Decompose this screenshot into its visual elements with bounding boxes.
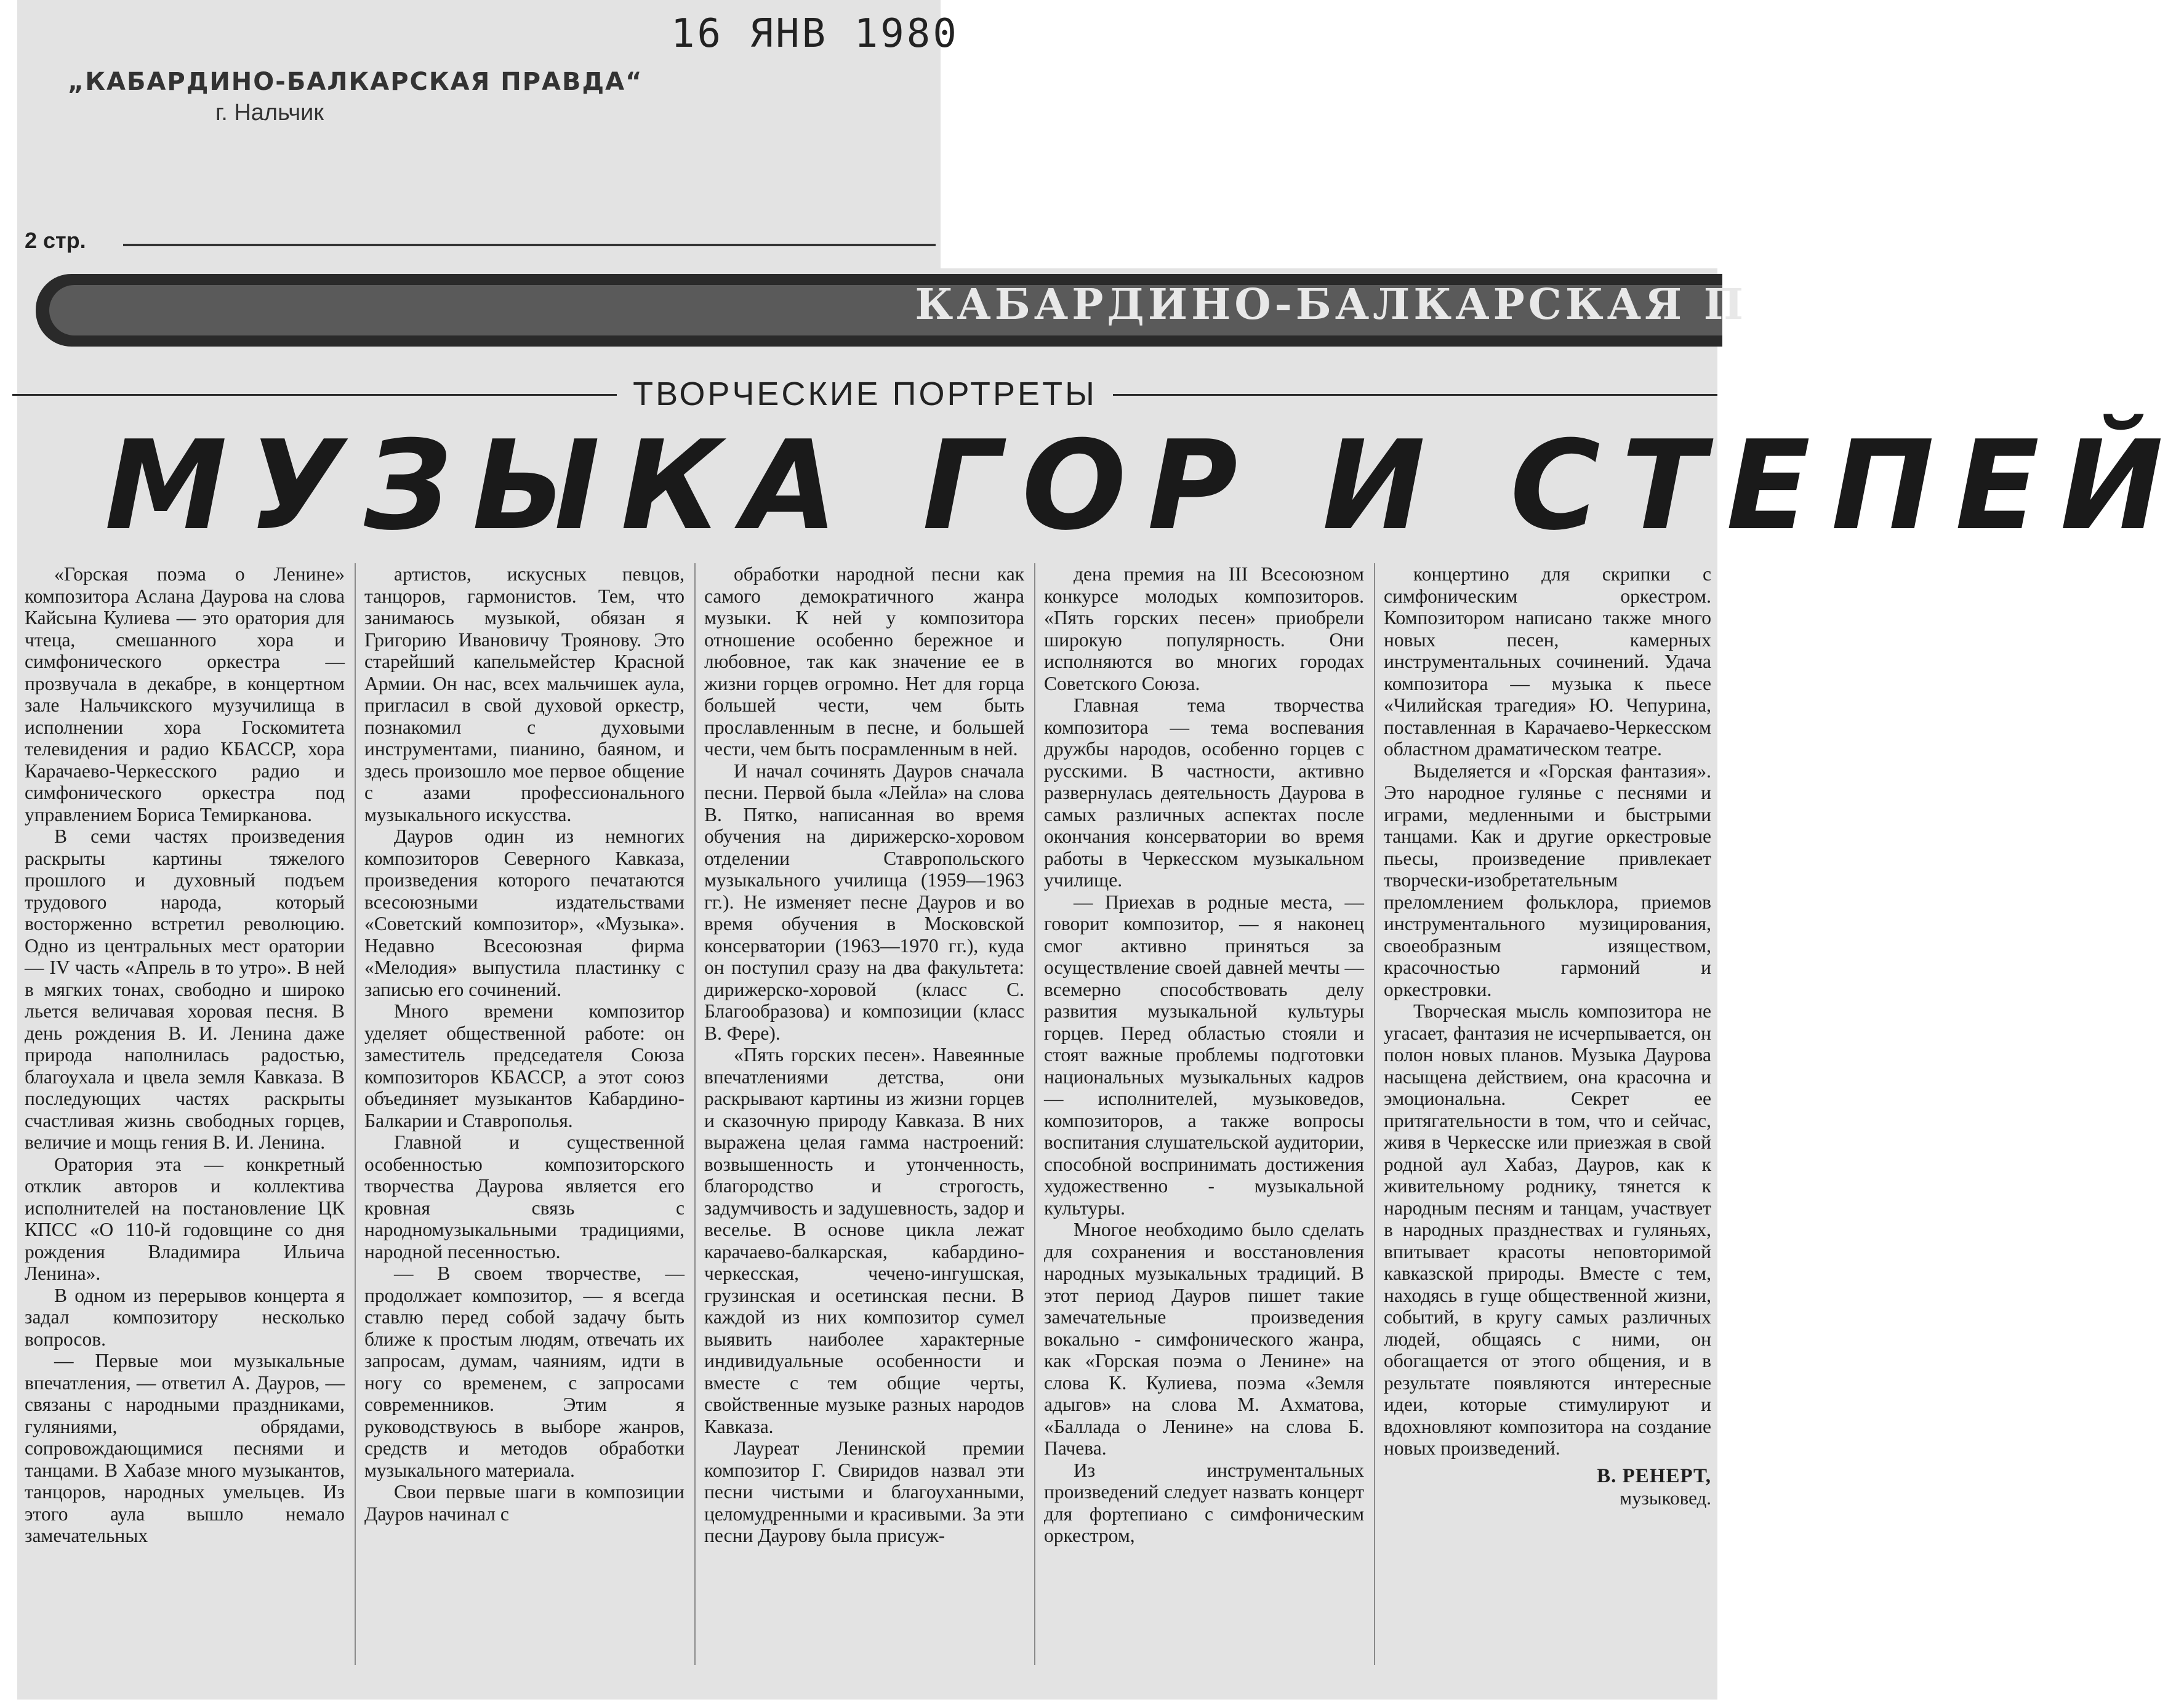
newspaper-masthead xyxy=(36,274,1747,347)
article-paragraph: Главная тема творчества композитора — тема воспевания дружбы народов, особенно горцев с русскими. В частности, активно развернулась деятельность Даурова в самых различных аспектах после окончания консерватории во время работы в Черкесском музыкальном училище. xyxy=(1044,694,1364,891)
article-paragraph: обработки народной песни как самого демократичного жанра музыки. К ней у композитора отношение особенно бережное и любовное, так как значение ее в жизни горцев огромно. Нет для горца большей чести, чем быть прославленным в песне, и большей чести, чем быть посрамленным в ней. xyxy=(704,563,1024,760)
article-paragraph: Творческая мысль композитора не угасает, фантазия не исчерпывается, он полон новых планов. Музыка Даурова насыщена действием, она красочна и эмоциональна. Секрет ее притягательности в том, что и сейчас, живя в Черкесске или приезжая в свой родной аул Хабаз, Дауров, как к живительному роднику, тянется к народным песням и танцам, участвует в народных празднествах и гуляньях, впитывает красоты неповторимой кавказской природы. Вместе с тем, находясь в гуще общественной жизни, событий, в кругу самых различных людей, общаясь с ними, он обогащается от этого общения, и в результате появляются интересные идеи, которые стимулируют и вдохновляют композитора на создание новых произведений. xyxy=(1384,1000,1711,1459)
column-divider xyxy=(1034,563,1035,1665)
author-name: В. РЕНЕРТ, xyxy=(1597,1464,1711,1487)
article-paragraph: В одном из перерывов концерта я задал композитору несколько вопросов. xyxy=(25,1284,345,1350)
source-city: г. Нальчик xyxy=(215,100,324,126)
article-column-1 xyxy=(25,563,345,1665)
article-paragraph: — Приехав в родные места, — говорит композитор, — я наконец смог активно приняться за осуществление своей давней мечты — всемерно способствовать делу развития музыкальной культуры горцев. Перед областью стояли и стоят важные проблемы подготовки национальных музыкальных кадров — исполнителей, музыковедов, композиторов, а также вопросы воспитания слушательской аудитории, способной воспринимать достижения художественно - музыкальной культуры. xyxy=(1044,891,1364,1219)
date-stamp: 16 ЯНВ 1980 xyxy=(671,11,959,57)
masthead-title: КАБАРДИНО-БАЛКАРСКАЯ П xyxy=(915,280,1747,329)
article-paragraph: Дауров один из немногих композиторов Северного Кавказа, произведения которого печатаются всесоюзными издательствами «Советский композитор», «Музыка». Недавно Всесоюзная фирма «Мелодия» выпустила пластинку с записью его сочинений. xyxy=(364,825,685,1000)
column-divider xyxy=(355,563,356,1665)
article-paragraph: дена премия на III Всесоюзном конкурсе молодых композиторов. «Пять горских песен» приобрели широкую популярность. Они исполняются во многих городах Советского Союза. xyxy=(1044,563,1364,694)
article-paragraph: «Горская поэма о Ленине» композитора Аслана Даурова на слова Кайсына Кулиева — это оратория для чтеца, смешанного хора и симфонического оркестра — прозвучала в декабре, в концертном зале Нальчикского музучилища в исполнении хора Госкомитета телевидения и радио КБАССР, хора Карачаево-Черкесского радио и симфонического оркестра под управлением Бориса Темирканова. xyxy=(25,563,345,825)
author-role: музыковед. xyxy=(1620,1487,1711,1509)
article-column-5 xyxy=(1384,563,1711,1665)
article-body xyxy=(25,563,1717,1665)
article-paragraph: — В своем творчестве, — продолжает композитор, — я всегда ставлю перед собой задачу быть ближе к простым людям, отвечать их запросам, думам, чаяниям, идти в ногу со временем, с запросами современников. Этим я руководствуюсь в выборе жанров, средств и методов обработки музыкального материала. xyxy=(364,1262,685,1481)
article-paragraph: концертино для скрипки с симфоническим оркестром. Композитором написано также много новых песен, камерных инструментальных сочинений. Удача композитора — музыка к пьесе «Чилийская трагедия» Ю. Чепурина, поставленная в Карачаево-Черкесском областном драматическом театре. xyxy=(1384,563,1711,760)
article-paragraph: И начал сочинять Дауров сначала песни. Первой была «Лейла» на слова В. Пятко, написанная во время обучения на дирижерско-хоровом отделении Ставропольского музыкального училища (1959—1963 гг.). Не изменяет песне Дауров и во время обучения в Московской консерватории (1963—1970 гг.), куда он поступил сразу на два факультета: дирижерско-хоровой (класс С. Благообразова) и композиции (класс В. Фере). xyxy=(704,760,1024,1044)
article-paragraph: «Пять горских песен». Навеянные впечатлениями детства, они раскрывают картины из жизни горцев и сказочную природу Кавказа. В них выражена целая гамма настроений: возвышенность и утонченность, благородство и строгость, задумчивость и задушевность, задор и веселье. В основе цикла лежат карачаево-балкарская, кабардино-черкесская, чечено-ингушская, грузинская и осетинская песни. В каждой из них композитор сумел выявить наиболее характерные индивидуальные особенности и вместе с тем общие черты, свойственные музыке разных народов Кавказа. xyxy=(704,1044,1024,1437)
article-paragraph: В семи частях произведения раскрыты картины тяжелого прошлого и духовный подъем трудового народа, который восторженно встретил революцию. Одно из центральных мест оратории — IV часть «Апрель в то утро». В ней в мягких тонах, свободно и широко льется величавая хоровая песня. В день рождения В. И. Ленина даже природа наполнилась радостью, благоухала и цвела земля Кавказа. В последующих частях раскрыты счастливая жизнь свободных горцев, величие и мощь гения В. И. Ленина. xyxy=(25,825,345,1153)
column-divider xyxy=(1374,563,1375,1665)
article-paragraph: Главной и существенной особенностью композиторского творчества Даурова является его кровная связь с народномузыкальными традициями, народной песенностью. xyxy=(364,1131,685,1262)
article-paragraph: Многое необходимо было сделать для сохранения и восстановления народных музыкальных традиций. В этот период Дауров пишет такие замечательные произведения вокально - симфонического жанра, как «Горская поэма о Ленине» на слова К. Кулиева, поэма «Земля адыгов» на слова М. Ахматова, «Баллада о Ленине» на слова Б. Пачева. xyxy=(1044,1219,1364,1459)
article-paragraph: Много времени композитор уделяет общественной работе: он заместитель председателя Союза композиторов КБАССР, а этот союз объединяет музыкантов Кабардино-Балкарии и Ставрополья. xyxy=(364,1000,685,1131)
article-paragraph: артистов, искусных певцов, танцоров, гармонистов. Тем, что занимаюсь музыкой, обязан я Григорию Ивановичу Троянову. Это старейший капельмейстер Красной Армии. Он нас, всех мальчишек аула, пригласил в свой духовой оркестр, познакомил с духовыми инструментами, пианино, баяном, и здесь произошло мое первое общение с азами профессионального музыкального искусства. xyxy=(364,563,685,825)
article-paragraph: Свои первые шаги в композиции Дауров начинал с xyxy=(364,1481,685,1525)
article-column-2 xyxy=(364,563,685,1665)
article-headline: МУЗЫКА ГОР И СТЕПЕЙ xyxy=(105,414,2184,558)
column-divider xyxy=(694,563,696,1665)
page-marker: 2 стр. xyxy=(25,228,86,253)
source-stamp: „КАБАРДИНО-БАЛКАРСКАЯ ПРАВДА“ xyxy=(68,68,643,96)
article-paragraph: — Первые мои музыкальные впечатления, — ответил А. Дауров, — связаны с народными праздниками, гуляниями, обрядами, сопровождающимися песнями и танцами. В Хабазе много музыкантов, танцоров, народных умельцев. Из этого аула вышло немало замечательных xyxy=(25,1350,345,1546)
rubric-label: ТВОРЧЕСКИЕ ПОРТРЕТЫ xyxy=(617,375,1113,413)
article-paragraph: Из инструментальных произведений следует назвать концерт для фортепиано с симфоническим оркестром, xyxy=(1044,1459,1364,1546)
article-column-3 xyxy=(704,563,1024,1665)
rubric xyxy=(12,372,1717,415)
page-rule xyxy=(123,244,936,246)
article-paragraph: Лауреат Ленинской премии композитор Г. Свиридов назвал эти песни чистыми и благоуханными, целомудренными и красивыми. За эти песни Даурову была присуж- xyxy=(704,1437,1024,1546)
article-paragraph: Оратория эта — конкретный отклик авторов и коллектива исполнителей на постановление ЦК КПСС «О 110-й годовщине со дня рождения Владимира Ильича Ленина». xyxy=(25,1153,345,1284)
article-column-4 xyxy=(1044,563,1364,1665)
article-paragraph: Выделяется и «Горская фантазия». Это народное гулянье с песнями и играми, медленными и быстрыми танцами. Как и другие оркестровые пьесы, произведение привлекает творчески-изобретательным преломлением фольклора, приемов инструментального музицирования, своеобразным изяществом, красочностью гармоний и оркестровки. xyxy=(1384,760,1711,1000)
